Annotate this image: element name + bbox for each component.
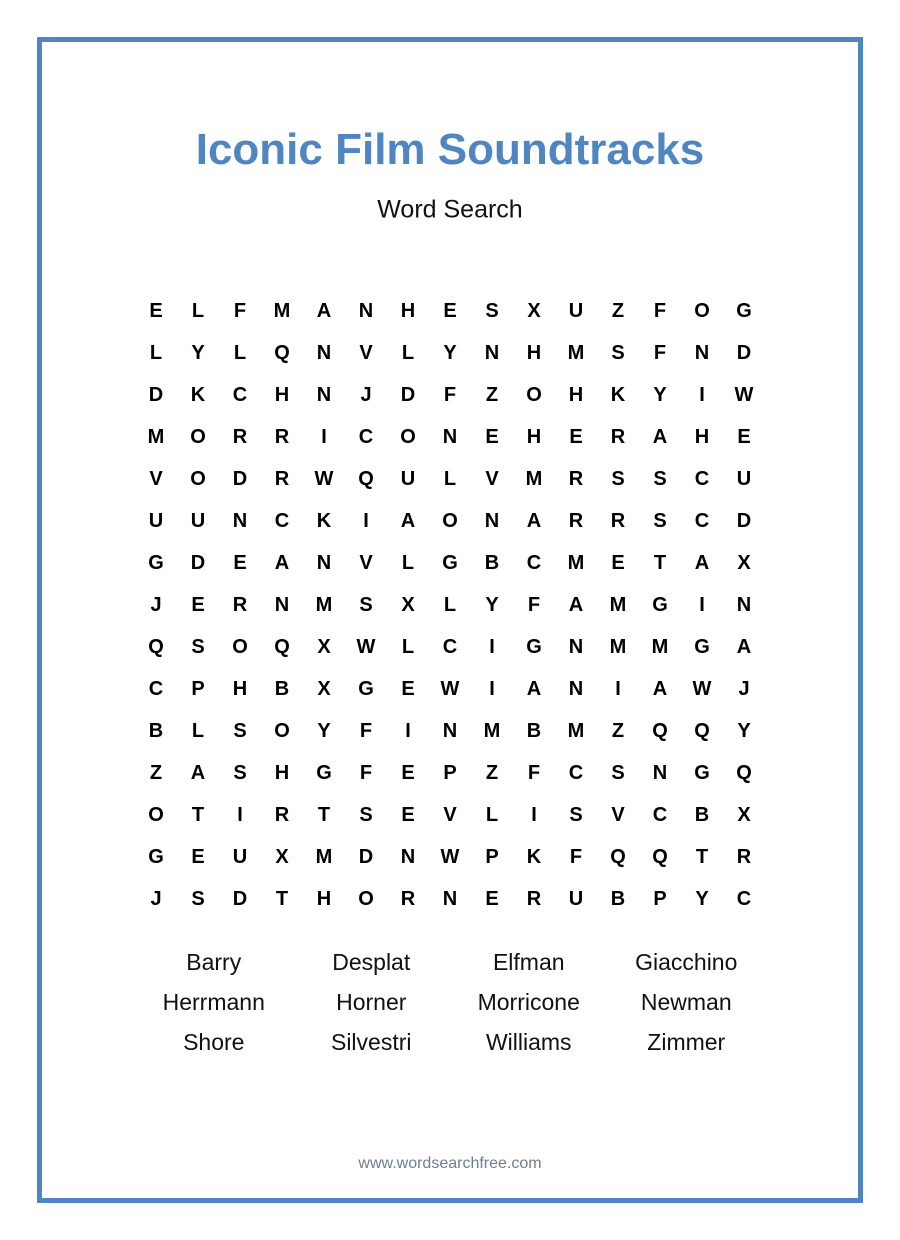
grid-cell: Z (149, 761, 163, 784)
grid-cell: E (485, 425, 499, 448)
grid-cell: K (190, 383, 206, 406)
word-list-item: Silvestri (330, 1028, 412, 1055)
grid-cell: C (568, 761, 584, 784)
grid-cell: E (191, 845, 205, 868)
grid-cell: O (400, 425, 416, 448)
grid-cell: C (652, 803, 668, 826)
grid-cell: F (359, 761, 373, 784)
grid-cell: X (401, 593, 415, 616)
grid-cell: S (359, 593, 373, 616)
grid-cell: X (737, 803, 751, 826)
grid-cell: I (699, 383, 705, 406)
letter-grid (135, 290, 765, 920)
grid-cell: C (148, 677, 164, 700)
grid-cell: E (737, 425, 751, 448)
grid-cell: C (358, 425, 374, 448)
grid-cell: K (610, 383, 626, 406)
grid-cell: R (610, 425, 626, 448)
grid-cell: H (694, 425, 710, 448)
word-list (135, 942, 765, 1062)
grid-cell: Y (485, 593, 499, 616)
grid-cell: I (405, 719, 411, 742)
grid-cell: G (694, 635, 710, 658)
grid-cell: K (526, 845, 542, 868)
grid-cell: E (485, 887, 499, 910)
grid-cell: O (148, 803, 164, 826)
grid-cell: D (736, 509, 752, 532)
grid-cell: M (609, 593, 627, 616)
grid-cell: V (485, 467, 499, 490)
grid-cell: S (233, 761, 247, 784)
grid-cell: A (736, 635, 752, 658)
grid-cell: U (190, 509, 206, 532)
grid-cell: L (401, 341, 415, 364)
grid-cell: H (274, 761, 290, 784)
grid-cell: F (653, 341, 667, 364)
grid-cell: S (611, 761, 625, 784)
grid-cell: S (191, 635, 205, 658)
word-list-item: Giacchino (635, 948, 738, 975)
grid-cell: I (489, 635, 495, 658)
grid-cell: U (568, 887, 584, 910)
grid-cell: Q (736, 761, 752, 784)
grid-cell: Q (610, 845, 626, 868)
grid-cell: W (314, 467, 334, 490)
grid-cell: S (611, 341, 625, 364)
grid-cell: L (149, 341, 163, 364)
grid-cell: H (526, 341, 542, 364)
grid-cell: S (611, 467, 625, 490)
grid-cell: C (694, 467, 710, 490)
grid-cell: E (443, 299, 457, 322)
word-list-item: Morricone (477, 988, 580, 1015)
grid-cell: U (568, 299, 584, 322)
grid-cell: I (699, 593, 705, 616)
grid-cell: S (653, 467, 667, 490)
grid-cell: U (232, 845, 248, 868)
grid-cell: A (652, 425, 668, 448)
grid-cell: G (148, 845, 164, 868)
grid-cell: Z (485, 383, 499, 406)
grid-cell: U (400, 467, 416, 490)
grid-cell: L (485, 803, 499, 826)
grid-cell: F (527, 593, 541, 616)
grid-cell: N (358, 299, 374, 322)
word-list-item: Williams (485, 1028, 572, 1055)
grid-cell: O (694, 299, 710, 322)
grid-cell: H (232, 677, 248, 700)
grid-cell: Q (274, 341, 290, 364)
grid-cell: J (738, 677, 750, 700)
word-list-item: Zimmer (647, 1028, 726, 1055)
grid-cell: A (190, 761, 206, 784)
grid-cell: T (275, 887, 289, 910)
grid-cell: H (568, 383, 584, 406)
page-title: Iconic Film Soundtracks (195, 125, 705, 174)
grid-cell: I (531, 803, 537, 826)
grid-cell: U (736, 467, 752, 490)
grid-cell: E (569, 425, 583, 448)
grid-cell: A (526, 677, 542, 700)
grid-cell: V (443, 803, 457, 826)
grid-cell: L (233, 341, 247, 364)
grid-cell: M (483, 719, 501, 742)
grid-cell: D (736, 341, 752, 364)
grid-cell: F (653, 299, 667, 322)
grid-cell: C (274, 509, 290, 532)
grid-cell: R (274, 467, 290, 490)
grid-cell: X (317, 635, 331, 658)
grid-cell: T (191, 803, 205, 826)
grid-cell: C (526, 551, 542, 574)
grid-cell: N (442, 425, 458, 448)
grid-cell: N (694, 341, 710, 364)
grid-cell: B (274, 677, 290, 700)
grid-cell: A (526, 509, 542, 532)
grid-cell: Q (652, 719, 668, 742)
grid-cell: H (526, 425, 542, 448)
grid-cell: N (316, 551, 332, 574)
word-list-item: Herrmann (162, 988, 265, 1015)
word-list-item: Desplat (332, 948, 411, 975)
grid-cell: S (653, 509, 667, 532)
grid-cell: E (611, 551, 625, 574)
grid-cell: J (360, 383, 372, 406)
word-list-item: Elfman (492, 948, 565, 975)
grid-cell: X (275, 845, 289, 868)
grid-cell: B (610, 887, 626, 910)
word-list-item: Shore (183, 1028, 245, 1055)
grid-cell: O (232, 635, 248, 658)
grid-cell: R (232, 593, 248, 616)
grid-cell: L (401, 551, 415, 574)
grid-cell: R (568, 467, 584, 490)
grid-cell: X (527, 299, 541, 322)
grid-cell: M (567, 719, 585, 742)
grid-cell: L (191, 719, 205, 742)
grid-cell: M (567, 551, 585, 574)
grid-cell: C (232, 383, 248, 406)
grid-cell: D (232, 467, 248, 490)
grid-cell: B (526, 719, 542, 742)
grid-cell: D (148, 383, 164, 406)
grid-cell: R (568, 509, 584, 532)
grid-cell: A (274, 551, 290, 574)
grid-cell: V (359, 551, 373, 574)
grid-cell: L (401, 635, 415, 658)
grid-cell: F (233, 299, 247, 322)
grid-cell: G (526, 635, 542, 658)
grid-cell: E (401, 677, 415, 700)
grid-cell: W (440, 677, 460, 700)
word-list-item: Barry (186, 948, 242, 975)
grid-cell: O (358, 887, 374, 910)
grid-cell: N (232, 509, 248, 532)
grid-cell: O (442, 509, 458, 532)
grid-cell: P (653, 887, 667, 910)
grid-cell: N (484, 341, 500, 364)
grid-cell: N (568, 677, 584, 700)
grid-cell: N (316, 383, 332, 406)
grid-cell: D (190, 551, 206, 574)
grid-cell: W (734, 383, 754, 406)
grid-cell: A (694, 551, 710, 574)
grid-cell: U (148, 509, 164, 532)
grid-cell: S (569, 803, 583, 826)
grid-cell: N (316, 341, 332, 364)
grid-cell: B (148, 719, 164, 742)
grid-cell: D (400, 383, 416, 406)
grid-cell: F (443, 383, 457, 406)
grid-cell: X (317, 677, 331, 700)
grid-cell: F (527, 761, 541, 784)
grid-cell: L (443, 467, 457, 490)
grid-cell: G (442, 551, 458, 574)
grid-cell: P (485, 845, 499, 868)
grid-cell: A (400, 509, 416, 532)
grid-cell: M (609, 635, 627, 658)
grid-cell: L (191, 299, 205, 322)
grid-cell: Q (274, 635, 290, 658)
grid-cell: Y (443, 341, 457, 364)
grid-cell: P (443, 761, 457, 784)
grid-cell: Y (737, 719, 751, 742)
grid-cell: B (694, 803, 710, 826)
grid-cell: B (484, 551, 500, 574)
grid-cell: I (615, 677, 621, 700)
grid-cell: P (191, 677, 205, 700)
grid-cell: N (736, 593, 752, 616)
grid-cell: A (568, 593, 584, 616)
grid-cell: Q (652, 845, 668, 868)
grid-cell: E (401, 803, 415, 826)
grid-cell: E (191, 593, 205, 616)
grid-cell: I (363, 509, 369, 532)
grid-cell: H (316, 887, 332, 910)
word-list-item: Horner (336, 988, 407, 1015)
grid-cell: T (653, 551, 667, 574)
grid-cell: D (358, 845, 374, 868)
grid-cell: M (147, 425, 165, 448)
grid-cell: N (442, 719, 458, 742)
grid-cell: J (150, 593, 162, 616)
grid-cell: R (232, 425, 248, 448)
grid-cell: K (316, 509, 332, 532)
grid-cell: G (358, 677, 374, 700)
grid-cell: W (440, 845, 460, 868)
grid-cell: J (150, 887, 162, 910)
grid-cell: N (442, 887, 458, 910)
grid-cell: G (694, 761, 710, 784)
grid-cell: V (611, 803, 625, 826)
grid-cell: D (232, 887, 248, 910)
grid-cell: M (273, 299, 291, 322)
grid-cell: N (484, 509, 500, 532)
grid-cell: G (316, 761, 332, 784)
grid-cell: Y (653, 383, 667, 406)
grid-cell: R (274, 425, 290, 448)
grid-cell: R (526, 887, 542, 910)
grid-cell: F (569, 845, 583, 868)
grid-cell: O (526, 383, 542, 406)
grid-cell: W (692, 677, 712, 700)
grid-cell: A (652, 677, 668, 700)
grid-cell: O (274, 719, 290, 742)
grid-cell: X (737, 551, 751, 574)
page-subtitle: Word Search (377, 195, 523, 224)
grid-cell: C (736, 887, 752, 910)
grid-cell: R (610, 509, 626, 532)
grid-cell: N (568, 635, 584, 658)
grid-cell: S (485, 299, 499, 322)
grid-cell: M (567, 341, 585, 364)
grid-cell: T (695, 845, 709, 868)
grid-cell: A (316, 299, 332, 322)
grid-cell: Y (317, 719, 331, 742)
grid-cell: V (359, 341, 373, 364)
grid-cell: E (233, 551, 247, 574)
grid-cell: I (237, 803, 243, 826)
grid-cell: Z (611, 299, 625, 322)
grid-cell: M (525, 467, 543, 490)
grid-cell: N (652, 761, 668, 784)
grid-cell: H (400, 299, 416, 322)
grid-cell: T (317, 803, 331, 826)
grid-cell: I (489, 677, 495, 700)
grid-cell: C (442, 635, 458, 658)
grid-cell: Q (358, 467, 374, 490)
word-list-item: Newman (640, 988, 732, 1015)
grid-cell: F (359, 719, 373, 742)
footer-url: www.wordsearchfree.com (358, 1155, 542, 1172)
grid-cell: R (736, 845, 752, 868)
grid-cell: I (321, 425, 327, 448)
grid-cell: R (400, 887, 416, 910)
grid-cell: C (694, 509, 710, 532)
grid-cell: G (736, 299, 752, 322)
grid-cell: M (651, 635, 669, 658)
grid-cell: H (274, 383, 290, 406)
grid-cell: O (190, 425, 206, 448)
grid-cell: G (148, 551, 164, 574)
grid-cell: W (356, 635, 376, 658)
grid-cell: M (315, 845, 333, 868)
grid-cell: S (233, 719, 247, 742)
grid-cell: S (191, 887, 205, 910)
grid-cell: V (149, 467, 163, 490)
grid-cell: O (190, 467, 206, 490)
grid-cell: R (274, 803, 290, 826)
grid-cell: L (443, 593, 457, 616)
grid-cell: Y (191, 341, 205, 364)
grid-cell: E (401, 761, 415, 784)
grid-cell: Q (694, 719, 710, 742)
grid-cell: M (315, 593, 333, 616)
grid-cell: N (274, 593, 290, 616)
grid-cell: E (149, 299, 163, 322)
grid-cell: Y (695, 887, 709, 910)
grid-cell: Z (485, 761, 499, 784)
grid-cell: S (359, 803, 373, 826)
grid-cell: Q (148, 635, 164, 658)
grid-cell: N (400, 845, 416, 868)
grid-cell: G (652, 593, 668, 616)
grid-cell: Z (611, 719, 625, 742)
